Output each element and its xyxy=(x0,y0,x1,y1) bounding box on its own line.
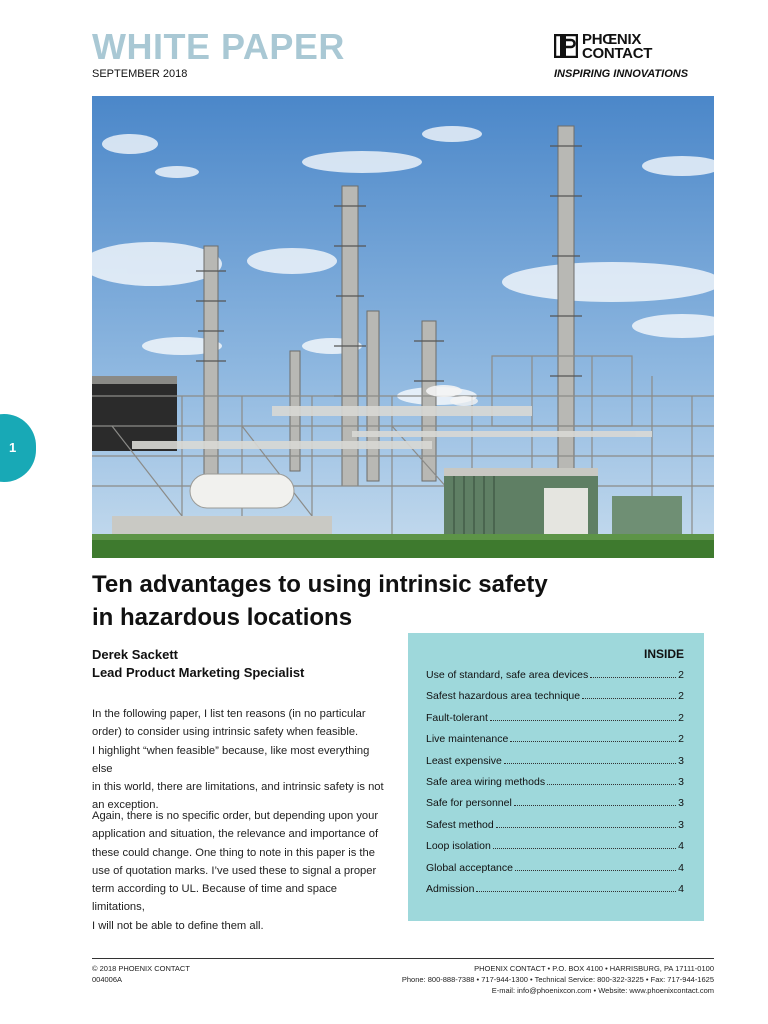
toc-leader xyxy=(493,848,676,849)
toc-leader xyxy=(476,891,676,892)
footer-divider xyxy=(92,958,714,959)
intro-paragraph xyxy=(92,705,392,815)
second-paragraph xyxy=(92,807,392,935)
toc-item-page: 4 xyxy=(678,861,684,874)
toc-item-page: 2 xyxy=(678,733,684,746)
inside-contents-box xyxy=(408,633,704,921)
document-code: 004006A xyxy=(92,975,123,984)
phone-numbers: Phone: 800-888-7388 • 717-944-1300 • Technical Service: 800-322-3225 • Fax: 717-944-1625 xyxy=(401,975,714,984)
paragraph-line: term according to UL. Because of time and space limitations, xyxy=(92,883,338,914)
toc-item-label: Global acceptance xyxy=(426,861,513,874)
toc-item-label: Safest method xyxy=(426,818,494,831)
toc-item-page: 2 xyxy=(678,669,684,681)
toc-item-page: 3 xyxy=(678,818,684,831)
toc-item[interactable] xyxy=(426,840,684,861)
email-website[interactable]: E-mail: info@phoenixcon.com • Website: www.phoenixcontact.com xyxy=(491,986,714,995)
footer-left xyxy=(92,963,190,985)
headline-line-2: in hazardous locations xyxy=(92,604,353,631)
toc-item-label: Use of standard, safe area devices xyxy=(426,669,589,681)
copyright-notice: © 2018 PHOENIX CONTACT xyxy=(92,964,190,973)
toc-item[interactable] xyxy=(426,712,684,733)
publication-date: SEPTEMBER 2018 xyxy=(92,68,188,80)
toc-item[interactable] xyxy=(426,819,684,840)
logo-tagline: INSPIRING INNOVATIONS xyxy=(554,68,689,80)
toc-leader xyxy=(490,720,676,721)
refinery-photo-icon xyxy=(92,96,714,558)
table-of-contents xyxy=(426,669,684,904)
toc-leader xyxy=(496,827,676,828)
toc-item[interactable] xyxy=(426,862,684,883)
paragraph-line: I highlight “when feasible” because, like most everything else xyxy=(92,744,370,775)
toc-item[interactable] xyxy=(426,883,684,904)
paragraph-line: these could change. One thing to note in this paper is the xyxy=(92,846,375,859)
toc-leader xyxy=(514,805,676,806)
hero-image xyxy=(92,96,714,558)
headline-line-1: Ten advantages to using intrinsic safety xyxy=(92,571,548,598)
document-type-title: WHITE PAPER xyxy=(92,26,345,67)
toc-item[interactable] xyxy=(426,776,684,797)
toc-item[interactable] xyxy=(426,690,684,711)
page-number-tab xyxy=(0,414,36,482)
toc-item-page: 3 xyxy=(678,797,684,810)
toc-item[interactable] xyxy=(426,669,684,690)
toc-item-label: Safe for personnel xyxy=(426,797,512,810)
phoenix-logo-icon xyxy=(554,34,578,58)
toc-item-page: 4 xyxy=(678,840,684,853)
article-headline xyxy=(92,568,612,634)
footer-contact xyxy=(402,963,714,996)
toc-item[interactable] xyxy=(426,755,684,776)
toc-leader xyxy=(515,870,676,871)
toc-leader xyxy=(510,741,676,742)
toc-leader xyxy=(590,677,676,678)
toc-item-label: Fault-tolerant xyxy=(426,711,488,724)
toc-item-label: Admission xyxy=(426,882,475,895)
toc-leader xyxy=(504,763,676,764)
postal-address: PHOENIX CONTACT • P.O. BOX 4100 • HARRISBURG, PA 17111-0100 xyxy=(474,964,714,973)
inside-heading: INSIDE xyxy=(643,647,684,661)
toc-item-page: 2 xyxy=(678,711,684,724)
paragraph-line: an exception. xyxy=(92,799,159,812)
paragraph-line: I will not be able to define them all. xyxy=(92,919,264,932)
toc-leader xyxy=(547,784,676,785)
toc-item-page: 2 xyxy=(678,690,684,703)
paragraph-line: In the following paper, I list ten reasons (in no particular xyxy=(92,708,366,720)
toc-item-label: Safe area wiring methods xyxy=(426,775,546,788)
toc-item[interactable] xyxy=(426,733,684,754)
paragraph-line: order) to consider using intrinsic safety when feasible. xyxy=(92,726,359,739)
toc-item-page: 4 xyxy=(678,882,684,895)
logo-wordmark-line1: PHŒNIX xyxy=(582,31,642,48)
paragraph-line: in this world, there are limitations, and intrinsic safety is not xyxy=(92,781,384,794)
toc-leader xyxy=(582,698,676,699)
author-title: Lead Product Marketing Specialist xyxy=(92,665,305,680)
toc-item[interactable] xyxy=(426,797,684,818)
logo-wordmark-line2: CONTACT xyxy=(582,45,653,62)
paragraph-line: application and situation, the relevance and importance of xyxy=(92,828,379,841)
paragraph-line: Again, there is no specific order, but depending upon your xyxy=(92,810,379,822)
toc-item-label: Live maintenance xyxy=(426,733,509,746)
author-name: Derek Sackett xyxy=(92,647,178,662)
paragraph-line: use of quotation marks. I’ve used these to signal a proper xyxy=(92,864,377,877)
page-number: 1 xyxy=(9,440,17,455)
toc-item-label: Least expensive xyxy=(426,754,502,767)
toc-item-page: 3 xyxy=(678,775,684,788)
toc-item-label: Loop isolation xyxy=(426,840,491,853)
toc-item-page: 3 xyxy=(678,754,684,767)
toc-item-label: Safest hazardous area technique xyxy=(426,690,581,703)
